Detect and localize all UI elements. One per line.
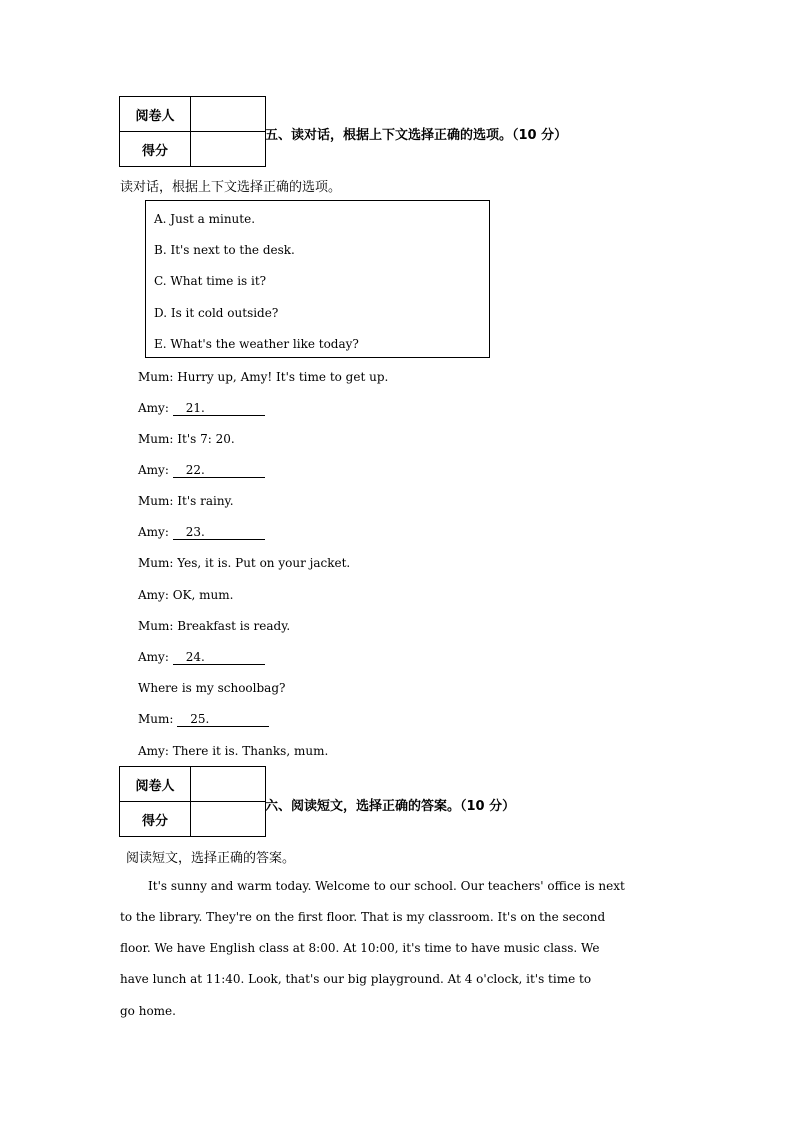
option-b: B. It's next to the desk. — [154, 243, 295, 257]
passage-line: It's sunny and warm today. Welcome to our school. Our teachers' office is next — [148, 879, 625, 893]
dialogue-line — [138, 588, 233, 602]
score-table-section6 — [119, 766, 266, 837]
speaker: Amy: — [138, 525, 169, 539]
speaker: Mum: — [138, 370, 174, 384]
reviewer-label: 阅卷人 — [120, 767, 191, 802]
answer-blank-25[interactable]: 25. — [177, 713, 269, 727]
line-text: There it is. Thanks, mum. — [172, 744, 329, 758]
speaker: Amy: — [138, 650, 169, 664]
dialogue-line — [138, 370, 388, 384]
passage-line: floor. We have English class at 8:00. At 10:00, it's time to have music class. We — [120, 941, 600, 955]
section6-title: 六、阅读短文，选择正确的答案。（10 分） — [265, 799, 516, 814]
dialogue-line — [138, 556, 350, 570]
section5-title: 五、读对话，根据上下文选择正确的选项。（10 分） — [265, 128, 568, 143]
speaker: Amy: — [138, 744, 169, 758]
reviewer-label: 阅卷人 — [120, 97, 191, 132]
speaker: Mum: — [138, 432, 174, 446]
score-cell[interactable] — [191, 132, 266, 167]
dialogue-line — [138, 525, 265, 540]
score-label: 得分 — [120, 132, 191, 167]
options-box — [145, 200, 490, 358]
option-d: D. Is it cold outside? — [154, 306, 279, 320]
passage-line: go home. — [120, 1004, 176, 1018]
speaker: Mum: — [138, 494, 174, 508]
speaker: Mum: — [138, 712, 174, 726]
dialogue-line — [138, 681, 285, 695]
section5-instruction: 读对话，根据上下文选择正确的选项。 — [120, 180, 342, 195]
line-text: Where is my schoolbag? — [138, 681, 286, 695]
speaker: Amy: — [138, 401, 169, 415]
dialogue-line — [138, 401, 265, 416]
dialogue-line — [138, 619, 290, 633]
line-text: Hurry up, Amy! It's time to get up. — [177, 370, 389, 384]
speaker: Amy: — [138, 588, 169, 602]
score-cell[interactable] — [191, 802, 266, 837]
line-text: Yes, it is. Put on your jacket. — [177, 556, 351, 570]
reviewer-cell[interactable] — [191, 97, 266, 132]
answer-blank-21[interactable]: 21. — [173, 402, 265, 416]
speaker: Amy: — [138, 463, 169, 477]
answer-blank-24[interactable]: 24. — [173, 651, 265, 665]
passage-line: have lunch at 11:40. Look, that's our big playground. At 4 o'clock, it's time to — [120, 972, 592, 986]
dialogue-line — [138, 494, 234, 508]
line-text: It's 7: 20. — [177, 432, 235, 446]
score-label: 得分 — [120, 802, 191, 837]
dialogue-line — [138, 650, 265, 665]
line-text: Breakfast is ready. — [177, 619, 291, 633]
passage-line: to the library. They're on the first floor. That is my classroom. It's on the second — [120, 910, 606, 924]
option-a: A. Just a minute. — [154, 212, 256, 226]
dialogue-line — [138, 432, 235, 446]
speaker: Mum: — [138, 556, 174, 570]
answer-blank-22[interactable]: 22. — [173, 464, 265, 478]
option-c: C. What time is it? — [154, 274, 267, 288]
reviewer-cell[interactable] — [191, 767, 266, 802]
line-text: It's rainy. — [177, 494, 234, 508]
section6-instruction: 阅读短文，选择正确的答案。 — [126, 851, 296, 866]
option-e: E. What's the weather like today? — [154, 337, 359, 351]
dialogue-line — [138, 712, 269, 727]
answer-blank-23[interactable]: 23. — [173, 526, 265, 540]
dialogue-line — [138, 463, 265, 478]
speaker: Mum: — [138, 619, 174, 633]
line-text: OK, mum. — [172, 588, 234, 602]
dialogue-line — [138, 744, 328, 758]
score-table-section5 — [119, 96, 266, 167]
